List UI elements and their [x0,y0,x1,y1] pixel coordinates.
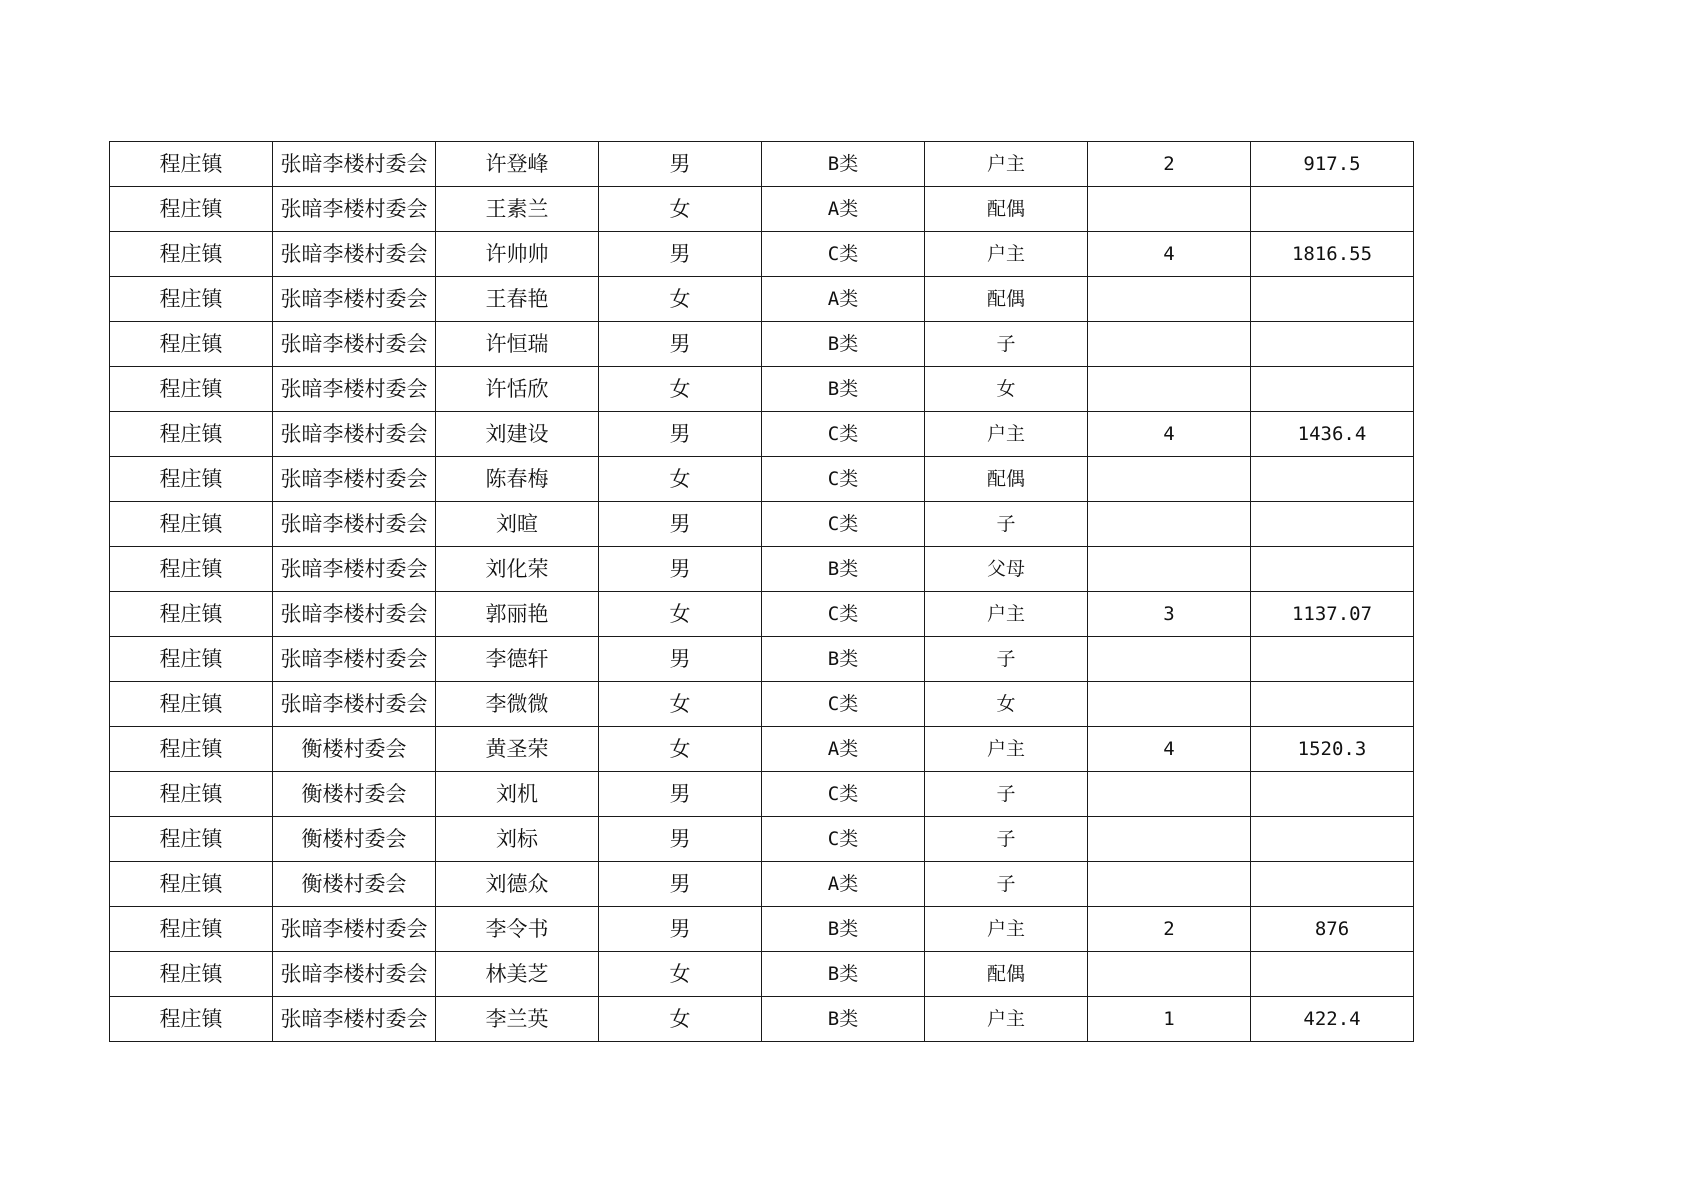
cell-category: C类 [762,592,925,637]
cell-town: 程庄镇 [110,187,273,232]
cell-category: C类 [762,772,925,817]
cell-gender: 男 [599,907,762,952]
cell-category: C类 [762,232,925,277]
cell-relation: 子 [925,862,1088,907]
cell-village: 衡楼村委会 [273,727,436,772]
table-row [110,187,1414,232]
cell-category: A类 [762,727,925,772]
cell-amount [1251,277,1414,322]
cell-town: 程庄镇 [110,367,273,412]
cell-amount [1251,322,1414,367]
cell-gender: 女 [599,727,762,772]
cell-village: 张暗李楼村委会 [273,457,436,502]
cell-relation: 子 [925,637,1088,682]
cell-amount [1251,682,1414,727]
cell-household-size [1088,862,1251,907]
cell-name: 王素兰 [436,187,599,232]
table-row [110,367,1414,412]
cell-town: 程庄镇 [110,952,273,997]
cell-gender: 男 [599,412,762,457]
cell-household-size [1088,637,1251,682]
cell-category: A类 [762,277,925,322]
cell-village: 衡楼村委会 [273,772,436,817]
table-row [110,322,1414,367]
cell-category: B类 [762,952,925,997]
cell-relation: 户主 [925,142,1088,187]
table-row [110,952,1414,997]
cell-amount: 422.4 [1251,997,1414,1042]
cell-name: 李令书 [436,907,599,952]
cell-name: 黄圣荣 [436,727,599,772]
table-body [110,142,1414,1042]
cell-household-size: 2 [1088,907,1251,952]
cell-gender: 男 [599,817,762,862]
cell-gender: 女 [599,592,762,637]
cell-category: A类 [762,862,925,907]
table-row [110,232,1414,277]
cell-category: B类 [762,142,925,187]
cell-category: B类 [762,367,925,412]
cell-household-size [1088,187,1251,232]
cell-gender: 男 [599,232,762,277]
cell-town: 程庄镇 [110,142,273,187]
table-row [110,772,1414,817]
cell-town: 程庄镇 [110,457,273,502]
cell-amount [1251,502,1414,547]
cell-town: 程庄镇 [110,682,273,727]
cell-amount: 1520.3 [1251,727,1414,772]
cell-household-size [1088,322,1251,367]
cell-gender: 女 [599,997,762,1042]
cell-category: C类 [762,817,925,862]
cell-relation: 配偶 [925,187,1088,232]
cell-relation: 户主 [925,727,1088,772]
cell-town: 程庄镇 [110,412,273,457]
table-row [110,142,1414,187]
cell-gender: 男 [599,547,762,592]
cell-village: 张暗李楼村委会 [273,187,436,232]
cell-name: 刘机 [436,772,599,817]
cell-gender: 男 [599,637,762,682]
cell-village: 张暗李楼村委会 [273,592,436,637]
cell-village: 张暗李楼村委会 [273,502,436,547]
cell-village: 张暗李楼村委会 [273,277,436,322]
cell-name: 陈春梅 [436,457,599,502]
cell-gender: 男 [599,772,762,817]
cell-category: C类 [762,412,925,457]
cell-relation: 户主 [925,997,1088,1042]
table-row [110,412,1414,457]
table-row [110,547,1414,592]
cell-gender: 女 [599,457,762,502]
cell-village: 衡楼村委会 [273,817,436,862]
cell-town: 程庄镇 [110,502,273,547]
cell-name: 林美芝 [436,952,599,997]
cell-household-size [1088,817,1251,862]
table-row [110,592,1414,637]
cell-name: 许恬欣 [436,367,599,412]
cell-household-size: 4 [1088,727,1251,772]
cell-category: B类 [762,997,925,1042]
cell-household-size: 4 [1088,412,1251,457]
table-row [110,997,1414,1042]
cell-household-size: 1 [1088,997,1251,1042]
cell-gender: 女 [599,952,762,997]
table-row [110,682,1414,727]
cell-name: 许帅帅 [436,232,599,277]
cell-gender: 男 [599,142,762,187]
cell-name: 李微微 [436,682,599,727]
cell-gender: 男 [599,862,762,907]
cell-gender: 女 [599,187,762,232]
cell-amount: 1137.07 [1251,592,1414,637]
cell-town: 程庄镇 [110,592,273,637]
cell-village: 张暗李楼村委会 [273,952,436,997]
cell-village: 衡楼村委会 [273,862,436,907]
cell-town: 程庄镇 [110,907,273,952]
cell-amount: 876 [1251,907,1414,952]
cell-household-size [1088,367,1251,412]
cell-relation: 配偶 [925,457,1088,502]
data-table [109,141,1414,1042]
cell-relation: 女 [925,682,1088,727]
cell-town: 程庄镇 [110,232,273,277]
table-row [110,277,1414,322]
cell-household-size [1088,502,1251,547]
cell-name: 李兰英 [436,997,599,1042]
cell-household-size: 3 [1088,592,1251,637]
cell-category: C类 [762,457,925,502]
cell-relation: 配偶 [925,952,1088,997]
cell-category: B类 [762,322,925,367]
cell-village: 张暗李楼村委会 [273,232,436,277]
cell-amount: 917.5 [1251,142,1414,187]
table-row [110,817,1414,862]
cell-village: 张暗李楼村委会 [273,997,436,1042]
cell-relation: 女 [925,367,1088,412]
cell-village: 张暗李楼村委会 [273,547,436,592]
cell-name: 刘德众 [436,862,599,907]
cell-relation: 户主 [925,592,1088,637]
cell-gender: 男 [599,322,762,367]
cell-household-size [1088,952,1251,997]
cell-name: 郭丽艳 [436,592,599,637]
cell-town: 程庄镇 [110,547,273,592]
cell-amount [1251,187,1414,232]
cell-name: 刘暄 [436,502,599,547]
cell-household-size [1088,457,1251,502]
cell-name: 许登峰 [436,142,599,187]
cell-amount [1251,817,1414,862]
cell-gender: 女 [599,682,762,727]
cell-town: 程庄镇 [110,322,273,367]
cell-town: 程庄镇 [110,772,273,817]
cell-category: A类 [762,187,925,232]
table-row [110,862,1414,907]
cell-amount [1251,457,1414,502]
cell-relation: 子 [925,502,1088,547]
table-row [110,502,1414,547]
cell-category: B类 [762,637,925,682]
cell-amount [1251,772,1414,817]
cell-relation: 子 [925,817,1088,862]
cell-gender: 女 [599,277,762,322]
cell-village: 张暗李楼村委会 [273,907,436,952]
cell-category: B类 [762,547,925,592]
cell-category: C类 [762,502,925,547]
cell-relation: 父母 [925,547,1088,592]
cell-amount [1251,952,1414,997]
cell-name: 刘建设 [436,412,599,457]
cell-name: 王春艳 [436,277,599,322]
cell-relation: 户主 [925,412,1088,457]
cell-name: 许恒瑞 [436,322,599,367]
cell-household-size [1088,772,1251,817]
cell-name: 李德轩 [436,637,599,682]
cell-amount [1251,367,1414,412]
cell-relation: 户主 [925,232,1088,277]
cell-village: 张暗李楼村委会 [273,367,436,412]
cell-household-size [1088,277,1251,322]
cell-household-size [1088,682,1251,727]
cell-village: 张暗李楼村委会 [273,637,436,682]
cell-amount: 1436.4 [1251,412,1414,457]
cell-village: 张暗李楼村委会 [273,142,436,187]
cell-amount [1251,862,1414,907]
cell-name: 刘化荣 [436,547,599,592]
table-row [110,457,1414,502]
cell-relation: 子 [925,772,1088,817]
cell-amount [1251,547,1414,592]
cell-amount [1251,637,1414,682]
cell-village: 张暗李楼村委会 [273,322,436,367]
cell-relation: 户主 [925,907,1088,952]
cell-category: C类 [762,682,925,727]
cell-category: B类 [762,907,925,952]
cell-town: 程庄镇 [110,997,273,1042]
cell-town: 程庄镇 [110,637,273,682]
cell-village: 张暗李楼村委会 [273,682,436,727]
cell-town: 程庄镇 [110,817,273,862]
cell-household-size: 4 [1088,232,1251,277]
cell-town: 程庄镇 [110,862,273,907]
table-row [110,727,1414,772]
table-row [110,907,1414,952]
cell-household-size [1088,547,1251,592]
table-row [110,637,1414,682]
cell-name: 刘标 [436,817,599,862]
cell-household-size: 2 [1088,142,1251,187]
cell-amount: 1816.55 [1251,232,1414,277]
cell-village: 张暗李楼村委会 [273,412,436,457]
cell-gender: 女 [599,367,762,412]
cell-town: 程庄镇 [110,727,273,772]
cell-relation: 子 [925,322,1088,367]
cell-town: 程庄镇 [110,277,273,322]
cell-gender: 男 [599,502,762,547]
cell-relation: 配偶 [925,277,1088,322]
